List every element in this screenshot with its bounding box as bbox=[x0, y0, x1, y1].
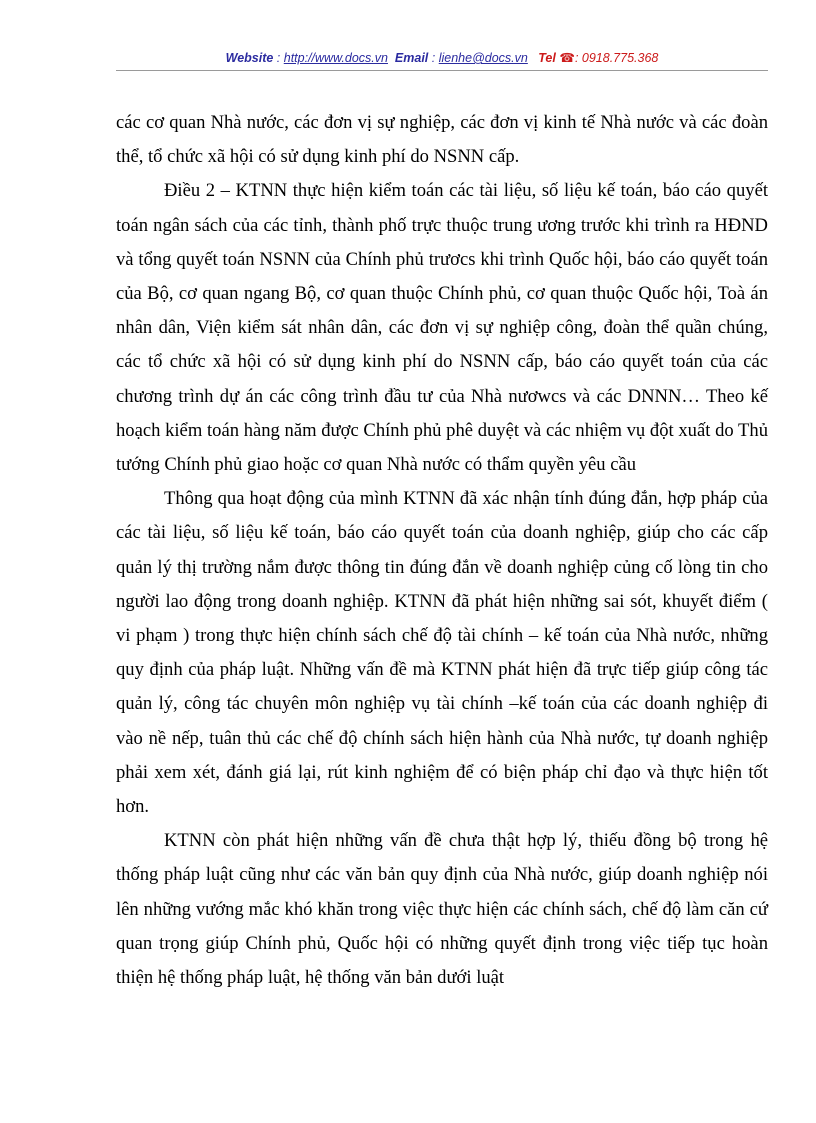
phone-number: : 0918.775.368 bbox=[574, 51, 659, 65]
header-divider bbox=[116, 70, 768, 71]
tel-label: Tel bbox=[538, 51, 556, 65]
website-link[interactable]: http://www.docs.vn bbox=[283, 51, 388, 65]
body-paragraph: Điều 2 – KTNN thực hiện kiểm toán các tài liệu, số liệu kế toán, báo cáo quyết toán ngân sách của các tỉnh, thành phố trực thuộc trung ương trước khi trình ra HĐND và tổng quyết toán NSNN của Chính phủ trươcs khi trình Quốc hội, báo cáo quyết toán của Bộ, cơ quan ngang Bộ, cơ quan thuộc Chính phủ, cơ quan thuộc Quốc hội, Toà án nhân dân, Viện kiểm sát nhân dân, các đơn vị sự nghiệp công, đoàn thể quần chúng, các tổ chức xã hội có sử dụng kinh phí do NSNN cấp, báo cáo quyết toán của các chương trình dự án các công trình đầu tư của Nhà nươwcs và các DNNN… Theo kế hoạch kiểm toán hàng năm được Chính phủ phê duyệt và các nhiệm vụ đột xuất do Thủ tướng Chính phủ giao hoặc cơ quan Nhà nước có thẩm quyền yêu cầu bbox=[116, 180, 768, 476]
email-label: Email bbox=[394, 51, 429, 65]
body-paragraph: các cơ quan Nhà nước, các đơn vị sự nghiệp, các đơn vị kinh tế Nhà nước và các đoàn thể, tổ chức xã hội có sử dụng kinh phí do NSNN cấp. bbox=[116, 112, 768, 168]
body-paragraph: Thông qua hoạt động của mình KTNN đã xác nhận tính đúng đắn, hợp pháp của các tài liệu, số liệu kế toán, báo cáo quyết toán của doanh nghiệp, giúp cho các cấp quản lý thị trường nắm được thông tin đúng đắn về doanh nghiệp củng cố lòng tin cho người lao động trong doanh nghiệp. KTNN đã phát hiện những sai sót, khuyết điểm ( vi phạm ) trong thực hiện chính sách chế độ tài chính – kế toán của Nhà nước, những quy định của pháp luật. Những vấn đề mà KTNN phát hiện đã trực tiếp giúp công tác quản lý, công tác chuyên môn nghiệp vụ tài chính –kế toán của các doanh nghiệp đi vào nề nếp, tuân thủ các chế độ chính sách hiện hành của Nhà nước, tự doanh nghiệp phải xem xét, đánh giá lại, rút kinh nghiệm để có biện pháp chỉ đạo và thực hiện tốt hơn. bbox=[116, 488, 768, 818]
document-body bbox=[116, 106, 768, 995]
website-separator: : bbox=[273, 51, 284, 65]
email-separator: : bbox=[428, 51, 439, 65]
body-paragraph: KTNN còn phát hiện những vấn đề chưa thật hợp lý, thiếu đồng bộ trong hệ thống pháp luật cũng như các văn bản quy định của Nhà nước, giúp doanh nghiệp nói lên những vướng mắc khó khăn trong việc thực hiện các chính sách, chế độ làm căn cứ quan trọng giúp Chính phủ, Quốc hội có những quyết định trong việc tiếp tục hoàn thiện hệ thống pháp luật, hệ thống văn bản dưới luật bbox=[116, 830, 768, 989]
page-header bbox=[116, 50, 768, 65]
phone-icon: ☎ bbox=[559, 51, 575, 65]
email-link[interactable]: lienhe@docs.vn bbox=[438, 51, 528, 65]
website-label: Website bbox=[225, 51, 274, 65]
